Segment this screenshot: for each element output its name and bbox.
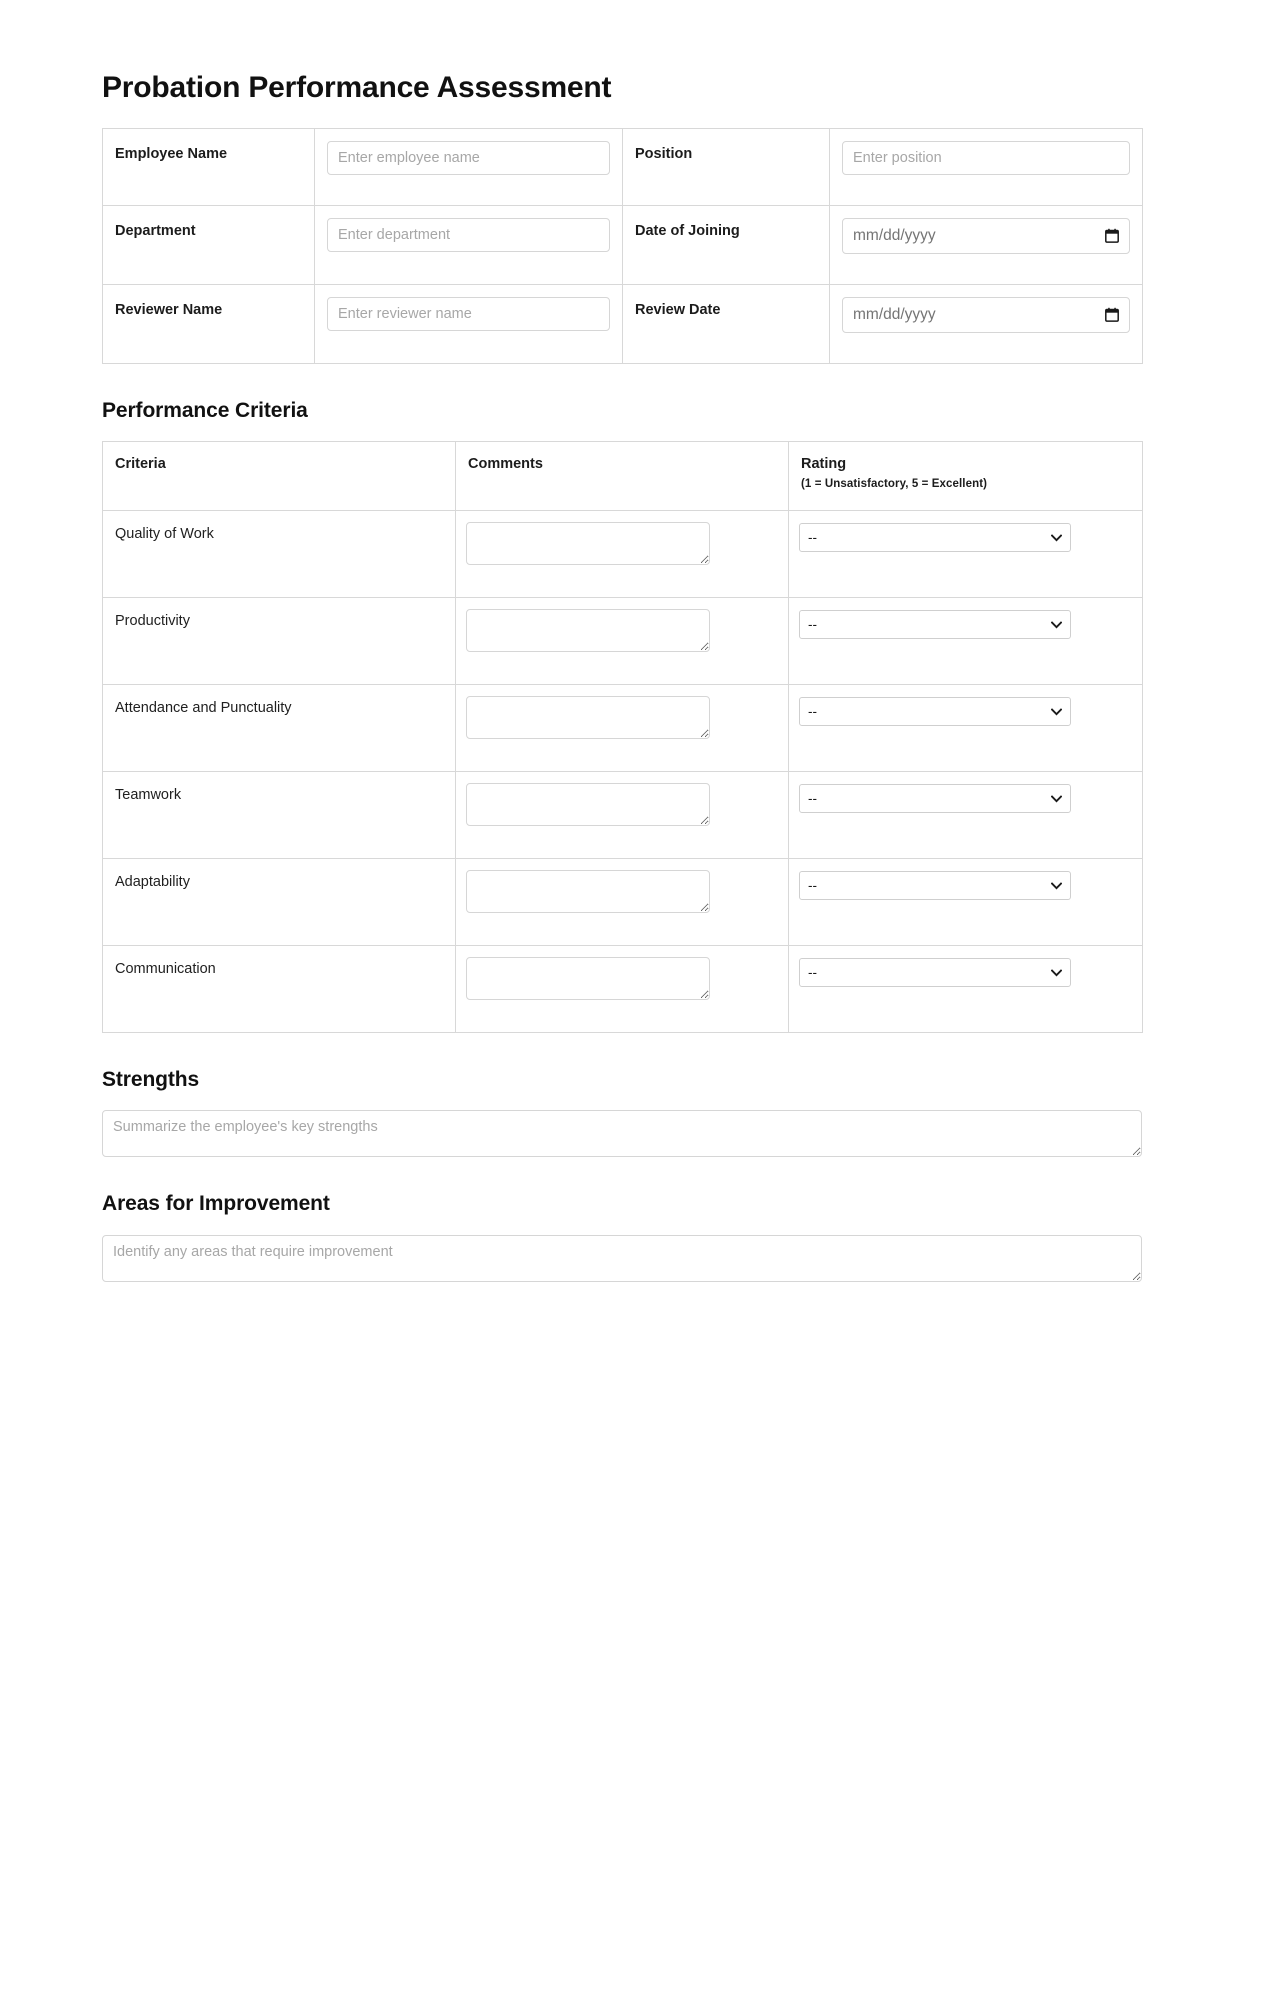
page-title: Probation Performance Assessment: [102, 71, 612, 104]
employee-name-input[interactable]: [327, 141, 610, 175]
areas-for-improvement-input[interactable]: [102, 1235, 1142, 1282]
rating-cell-productivity: [789, 598, 1143, 685]
employee-info-body: [103, 129, 1143, 364]
comment-input-communication[interactable]: [466, 957, 710, 1000]
rating-select-teamwork[interactable]: [799, 784, 1071, 813]
rating-cell-quality-of-work: [789, 511, 1143, 598]
comment-cell-productivity: [456, 598, 789, 685]
criteria-label-adaptability: Adaptability: [103, 859, 456, 946]
strengths-input[interactable]: [102, 1110, 1142, 1157]
criteria-label-quality-of-work: Quality of Work: [103, 511, 456, 598]
comment-cell-communication: [456, 946, 789, 1033]
comment-input-quality-of-work[interactable]: [466, 522, 710, 565]
department-cell: [315, 206, 623, 285]
rating-select-adaptability[interactable]: [799, 871, 1071, 900]
criteria-label-attendance-and-punctuality: Attendance and Punctuality: [103, 685, 456, 772]
date-of-joining-wrapper: [842, 218, 1130, 254]
table-row: [103, 285, 1143, 364]
rating-select-quality-of-work[interactable]: [799, 523, 1071, 552]
comment-input-attendance-and-punctuality[interactable]: [466, 696, 710, 739]
employee-info-table: [102, 128, 1143, 364]
table-row: [103, 511, 1143, 598]
column-header-comments: Comments: [456, 442, 789, 511]
table-row: [103, 685, 1143, 772]
areas-for-improvement-heading: Areas for Improvement: [102, 1192, 330, 1216]
employee-name-label: Employee Name: [103, 129, 315, 206]
column-header-rating: [789, 442, 1143, 511]
rating-header-label: Rating: [801, 456, 847, 473]
criteria-table-body: [103, 511, 1143, 1033]
table-row: [103, 598, 1143, 685]
reviewer-name-input[interactable]: [327, 297, 610, 331]
comment-cell-quality-of-work: [456, 511, 789, 598]
rating-select-wrapper: [799, 523, 1071, 552]
department-input[interactable]: [327, 218, 610, 252]
rating-select-communication[interactable]: [799, 958, 1071, 987]
rating-cell-adaptability: [789, 859, 1143, 946]
table-header-row: [103, 442, 1143, 511]
rating-select-wrapper: [799, 871, 1071, 900]
comment-cell-attendance-and-punctuality: [456, 685, 789, 772]
rating-scale-note: (1 = Unsatisfactory, 5 = Excellent): [801, 478, 988, 491]
table-row: [103, 206, 1143, 285]
employee-name-cell: [315, 129, 623, 206]
comment-cell-teamwork: [456, 772, 789, 859]
rating-select-wrapper: [799, 784, 1071, 813]
rating-cell-teamwork: [789, 772, 1143, 859]
table-row: [103, 859, 1143, 946]
table-row: [103, 129, 1143, 206]
criteria-table-head: [103, 442, 1143, 511]
rating-cell-attendance-and-punctuality: [789, 685, 1143, 772]
review-date-input[interactable]: [842, 297, 1130, 333]
page-content: [102, 0, 1142, 1282]
table-row: [103, 946, 1143, 1033]
review-date-cell: [830, 285, 1143, 364]
reviewer-name-cell: [315, 285, 623, 364]
review-date-label: Review Date: [623, 285, 830, 364]
comment-cell-adaptability: [456, 859, 789, 946]
column-header-criteria: Criteria: [103, 442, 456, 511]
department-label: Department: [103, 206, 315, 285]
comment-input-productivity[interactable]: [466, 609, 710, 652]
criteria-label-productivity: Productivity: [103, 598, 456, 685]
date-of-joining-input[interactable]: [842, 218, 1130, 254]
position-input[interactable]: [842, 141, 1130, 175]
rating-select-wrapper: [799, 958, 1071, 987]
criteria-label-teamwork: Teamwork: [103, 772, 456, 859]
comment-input-adaptability[interactable]: [466, 870, 710, 913]
date-of-joining-cell: [830, 206, 1143, 285]
position-cell: [830, 129, 1143, 206]
performance-criteria-heading: Performance Criteria: [102, 399, 308, 422]
review-date-wrapper: [842, 297, 1130, 333]
rating-select-wrapper: [799, 610, 1071, 639]
performance-criteria-table: [102, 441, 1143, 1033]
position-label: Position: [623, 129, 830, 206]
rating-select-attendance-and-punctuality[interactable]: [799, 697, 1071, 726]
reviewer-name-label: Reviewer Name: [103, 285, 315, 364]
rating-cell-communication: [789, 946, 1143, 1033]
date-of-joining-label: Date of Joining: [623, 206, 830, 285]
strengths-heading: Strengths: [102, 1068, 200, 1092]
comment-input-teamwork[interactable]: [466, 783, 710, 826]
table-row: [103, 772, 1143, 859]
rating-select-wrapper: [799, 697, 1071, 726]
rating-select-productivity[interactable]: [799, 610, 1071, 639]
criteria-label-communication: Communication: [103, 946, 456, 1033]
